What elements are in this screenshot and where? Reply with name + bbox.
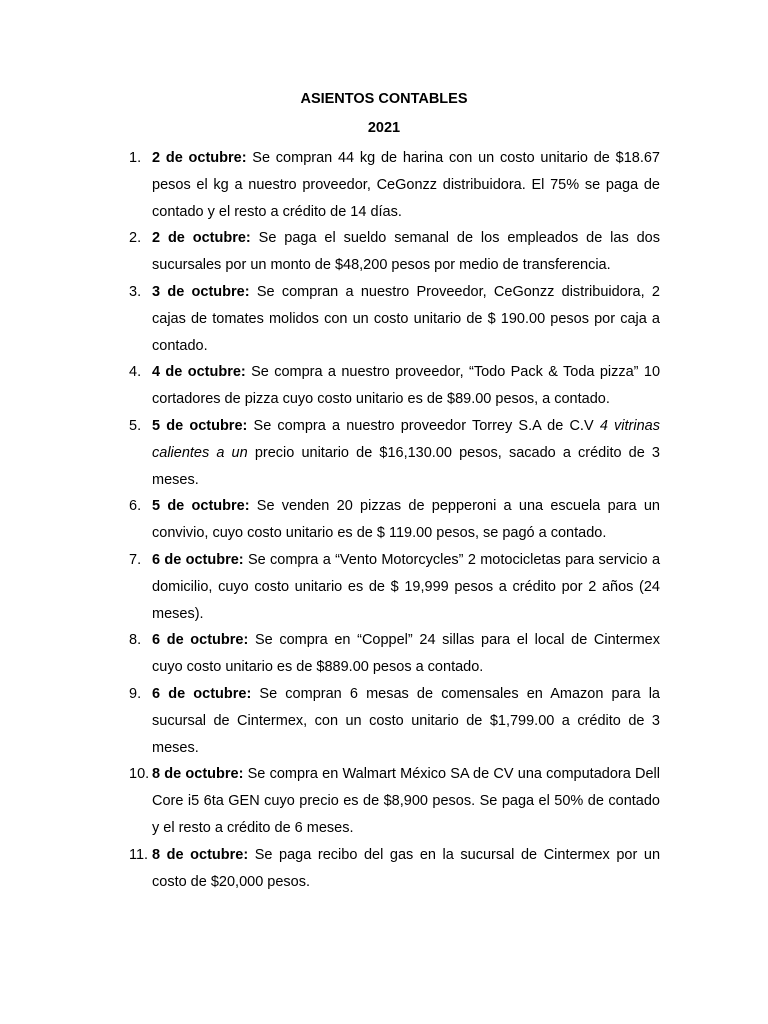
document-title: ASIENTOS CONTABLES [300,91,468,107]
entry-number: 11. [129,846,149,863]
entry-number: 5. [129,417,142,434]
list-item [0,761,660,841]
entry-text: Se compran 6 mesas de comensales en Amazon para la sucursal de Cintermex, con un costo unitario de $1,799.00 a crédito de 3 meses. [152,685,660,756]
list-item [0,413,660,493]
list-item [0,627,660,681]
entry-number: 7. [129,551,142,568]
list-item [0,145,660,225]
list-item [0,279,660,359]
entry-text: Se venden 20 pizzas de pepperoni a una escuela para un convivio, cuyo costo unitario es de $ 119.00 pesos, se pagó a contado. [152,498,660,542]
entry-number: 4. [129,364,142,381]
entry-date: 3 de octubre: [152,283,250,300]
entry-date: 2 de octubre: [152,150,247,166]
list-item [0,681,660,761]
entry-date: 6 de octubre: [152,632,249,649]
entry-number: 1. [129,150,142,166]
entry-date: 6 de octubre: [152,685,252,702]
entry-text: Se compra en “Coppel” 24 sillas para el local de Cintermex cuyo costo unitario es de $889.00 pesos a contado. [152,632,660,676]
entry-date: 6 de octubre: [152,551,244,568]
entry-number: 6. [129,498,142,515]
list-item [0,225,660,279]
entry-date: 5 de octubre: [152,417,248,434]
entry-text: Se compra a nuestro proveedor Torrey S.A de C.V [247,417,600,434]
list-item [0,359,660,413]
list-item [0,842,660,896]
entry-date: 8 de octubre: [152,766,244,783]
entry-date: 4 de octubre: [152,364,246,381]
entries-list [0,145,768,895]
entry-number: 8. [129,632,142,649]
list-item [0,493,660,547]
entry-date: 8 de octubre: [152,846,249,863]
entry-number: 10. [129,766,150,783]
entry-text: Se paga recibo del gas en la sucursal de Cintermex por un costo de $20,000 pesos. [152,846,661,890]
entry-italic-text: 4 vitrinas calientes a un [152,417,660,461]
entry-date: 5 de octubre: [152,498,250,515]
entry-text: Se compra a “Vento Motorcycles” 2 motocicletas para servicio a domicilio, cuyo costo unitario es de $ 19,999 pesos a crédito por 2 años (24 meses). [152,551,661,622]
entry-text: Se compra a nuestro proveedor, “Todo Pack & Toda pizza” 10 cortadores de pizza cuyo costo unitario es de $89.00 pesos, a contado. [152,364,661,408]
document-year: 2021 [367,120,401,136]
entry-number: 3. [129,283,142,300]
entry-number: 2. [129,230,142,247]
entry-text: Se compra en Walmart México SA de CV una computadora Dell Core i5 6ta GEN cuyo precio es de $8,900 pesos. Se paga el 50% de contado y el resto a crédito de 6 meses. [152,766,660,836]
entry-text: Se paga el sueldo semanal de los empleados de las dos sucursales por un monto de $48,200 pesos por medio de transferencia. [152,230,660,274]
list-item [0,547,660,627]
entry-number: 9. [129,685,142,702]
entry-text: Se compran 44 kg de harina con un costo unitario de $18.67 pesos el kg a nuestro proveedor, CeGonzz distribuidora. El 75% se paga de contado y el resto a crédito de 14 días. [152,150,660,220]
entry-text-continued: precio unitario de $16,130.00 pesos, sacado a crédito de 3 meses. [152,444,660,488]
entry-date: 2 de octubre: [152,230,251,247]
entry-text: Se compran a nuestro Proveedor, CeGonzz distribuidora, 2 cajas de tomates molidos con un costo unitario de $ 190.00 pesos por caja a contado. [152,283,660,354]
